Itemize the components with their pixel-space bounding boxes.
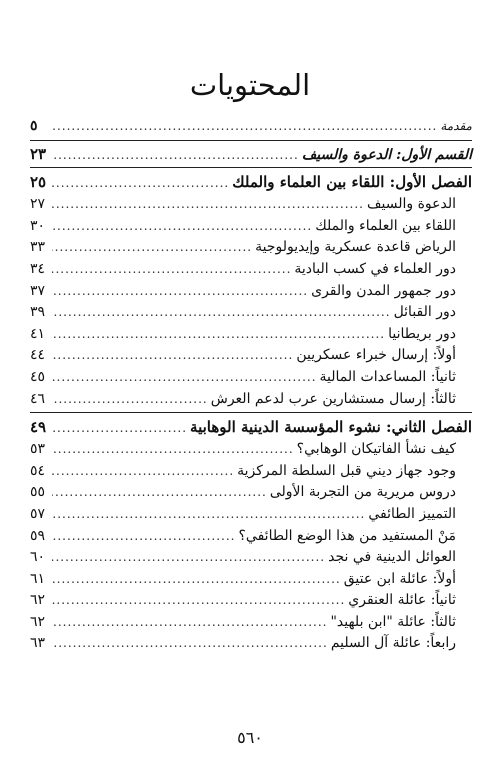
leader-dots — [52, 547, 328, 569]
toc-entry-label: التمييز الطائفي — [368, 505, 456, 522]
leader-dots — [52, 237, 255, 259]
toc-entry-label: كيف نشأ الفاتيكان الوهابي؟ — [296, 441, 456, 458]
toc-entry-intro — [30, 116, 472, 138]
toc-entry — [30, 482, 472, 504]
toc-entry-label: ثانياً: المساعدات المالية — [319, 368, 456, 385]
toc-entry — [30, 367, 472, 389]
toc-entry-page: ٦٢ — [30, 613, 46, 630]
leader-dots — [52, 569, 344, 591]
toc-entry — [30, 389, 472, 411]
toc-entry-page: ٢٥ — [30, 173, 47, 192]
leader-dots — [52, 324, 388, 346]
toc-entry-label: القسم الأول: الدعوة والسيف — [301, 146, 472, 163]
toc-entry-page: ٦٣ — [30, 635, 46, 652]
leader-dots — [52, 461, 237, 483]
toc-entry — [30, 612, 472, 634]
toc-entry-page: ٥٧ — [30, 505, 46, 522]
page-title: المحتويات — [189, 68, 311, 102]
toc-entry — [30, 324, 472, 346]
leader-dots — [52, 633, 331, 655]
toc-entry-page: ٢٧ — [30, 196, 46, 213]
leader-dots — [52, 367, 320, 389]
toc-entry-label: أولاً: عائلة ابن عتيق — [343, 570, 456, 587]
toc-entry-page: ٤٥ — [30, 368, 46, 385]
leader-dots — [52, 281, 311, 303]
toc-entry-label: مقدمة — [440, 119, 472, 133]
toc-entry — [30, 237, 472, 259]
toc-entry — [30, 547, 472, 569]
toc-entry-chapter — [30, 171, 472, 194]
toc-entry-page: ٣٧ — [30, 282, 46, 299]
toc-entry-page: ٣٣ — [30, 239, 46, 256]
table-of-contents — [30, 116, 472, 655]
leader-dots — [52, 216, 315, 238]
toc-entry — [30, 569, 472, 591]
toc-entry-page: ٦٠ — [30, 549, 46, 566]
toc-entry-page: ٤٤ — [30, 347, 46, 364]
toc-entry-page: ٣٩ — [30, 304, 46, 321]
toc-entry-label: دور العلماء في كسب البادية — [294, 260, 456, 277]
toc-entry-label: ثالثاً: إرسال مستشارين عرب لدعم العرش — [210, 390, 456, 407]
leader-dots — [52, 417, 190, 440]
toc-entry-part — [30, 144, 472, 166]
leader-dots — [52, 116, 440, 138]
toc-entry-chapter — [30, 416, 472, 439]
divider — [30, 167, 472, 168]
toc-entry — [30, 281, 472, 303]
toc-entry-label: الدعوة والسيف — [367, 196, 456, 213]
toc-entry-page: ٥٤ — [30, 462, 46, 479]
toc-entry-page: ٢٣ — [30, 144, 47, 163]
page-number: ٥٦٠ — [237, 728, 263, 747]
toc-entry-page: ٤٩ — [30, 418, 47, 437]
toc-entry — [30, 259, 472, 281]
toc-entry-page: ٣٠ — [30, 217, 46, 234]
toc-entry-label: رابعاً: عائلة آل السليم — [330, 635, 456, 652]
toc-entry — [30, 302, 472, 324]
toc-entry-page: ٥٣ — [30, 441, 46, 458]
leader-dots — [52, 172, 232, 195]
toc-entry-page: ٣٤ — [30, 260, 46, 277]
toc-entry — [30, 504, 472, 526]
divider — [30, 140, 472, 141]
toc-entry-label: وجود جهاز ديني قبل السلطة المركزية — [237, 462, 456, 479]
toc-entry-label: دور القبائل — [393, 304, 456, 321]
toc-entry — [30, 345, 472, 367]
toc-entry — [30, 194, 472, 216]
toc-entry-page: ٤٦ — [30, 390, 46, 407]
toc-entry-label: ثالثاً: عائلة "ابن بلهيد" — [330, 613, 456, 630]
leader-dots — [52, 439, 297, 461]
leader-dots — [52, 590, 348, 612]
toc-entry — [30, 461, 472, 483]
toc-entry-page: ٤١ — [30, 325, 46, 342]
leader-dots — [52, 302, 394, 324]
divider — [30, 412, 472, 413]
toc-entry-label: العوائل الدينية في نجد — [328, 549, 456, 566]
toc-entry-label: اللقاء بين العلماء والملك — [315, 217, 456, 234]
toc-entry — [30, 633, 472, 655]
toc-entry-page: ٥٥ — [30, 484, 46, 501]
toc-entry — [30, 590, 472, 612]
leader-dots — [52, 526, 238, 548]
toc-entry-label: مَنْ المستفيد من هذا الوضع الطائفي؟ — [238, 527, 456, 544]
toc-entry-page: ٥ — [30, 118, 38, 134]
toc-entry-label: الفصل الثاني: نشوء المؤسسة الدينية الوهابية — [190, 418, 472, 437]
toc-entry-label: الرياض قاعدة عسكرية وإيديولوجية — [255, 239, 456, 256]
leader-dots — [52, 259, 294, 281]
toc-entry — [30, 526, 472, 548]
leader-dots — [52, 612, 330, 634]
toc-entry-label: دور جمهور المدن والقرى — [311, 282, 456, 299]
toc-entry-label: الفصل الأول: اللقاء بين العلماء والملك — [232, 173, 472, 192]
leader-dots — [52, 145, 302, 167]
leader-dots — [52, 482, 270, 504]
toc-entry-label: ثانياً: عائلة العنقري — [348, 592, 456, 609]
toc-entry — [30, 216, 472, 238]
toc-entry-page: ٥٩ — [30, 527, 46, 544]
toc-entry-page: ٦١ — [30, 570, 46, 587]
leader-dots — [52, 345, 296, 367]
toc-entry-page: ٦٢ — [30, 592, 46, 609]
leader-dots — [52, 194, 367, 216]
toc-entry — [30, 439, 472, 461]
toc-entry-label: دور بريطانيا — [388, 325, 456, 342]
toc-entry-label: دروس مريرية من التجربة الأولى — [269, 484, 456, 501]
leader-dots — [52, 389, 211, 411]
toc-entry-label: أولاً: إرسال خبراء عسكريين — [296, 347, 456, 364]
leader-dots — [52, 504, 368, 526]
